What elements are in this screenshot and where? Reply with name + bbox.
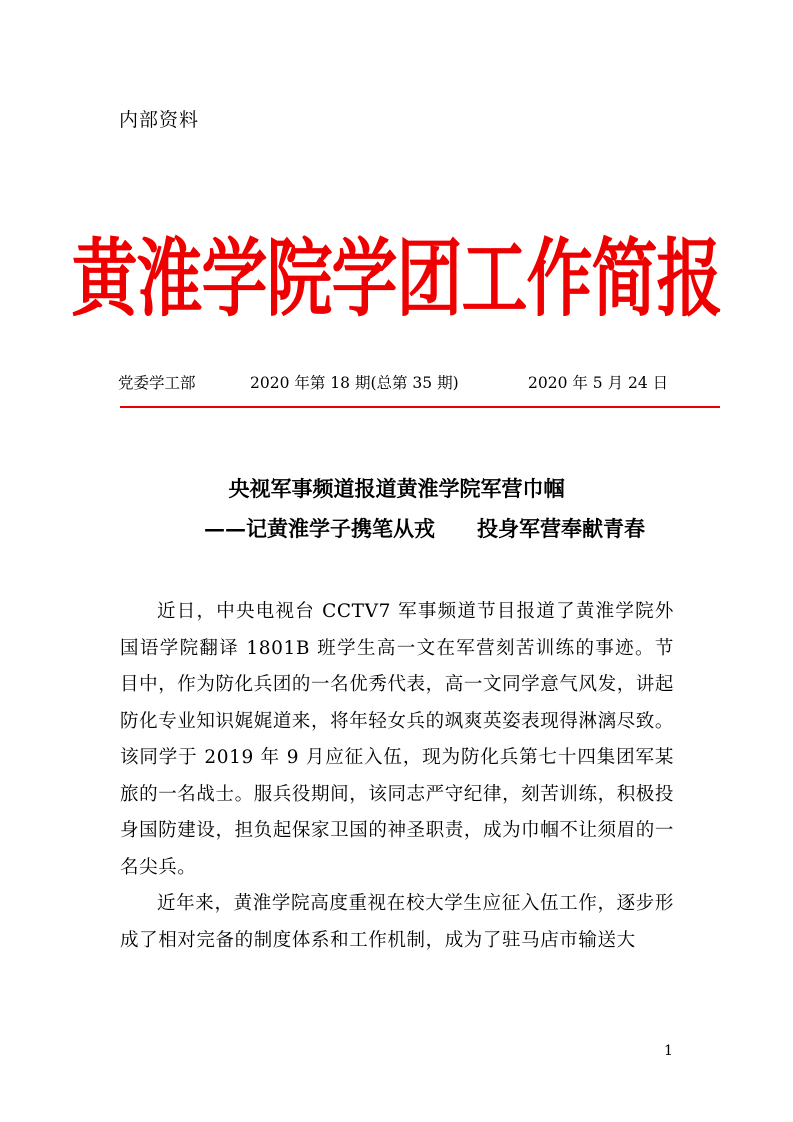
article-body — [120, 594, 674, 959]
red-divider-rule — [120, 406, 720, 408]
page-number: 1 — [664, 1043, 673, 1059]
issue-info-line — [118, 372, 668, 394]
article-subtitle: ——记黄淮学子携笔从戎 投身军营奉献青春 — [204, 516, 645, 541]
body-paragraph-1: 近日，中央电视台 CCTV7 军事频道节目报道了黄淮学院外国语学院翻译 1801B 班学生高一文在军营刻苦训练的事迹。节目中，作为防化兵团的一名优秀代表，高一文同学意气风发，讲起防化专业知识娓娓道来，将年轻女兵的飒爽英姿表现得淋漓尽致。该同学于 2019 年 9 月应征入伍，现为防化兵第七十四集团军某旅的一名战士。服兵役期间，该同志严守纪律，刻苦训练，积极投身国防建设，担负起保家卫国的神圣职责，成为巾帼不让须眉的一名尖兵。 — [120, 601, 674, 878]
issue-date: 2020 年 5 月 24 日 — [528, 374, 669, 392]
internal-material-label: 内部资料 — [119, 109, 200, 131]
issue-number: 2020 年第 18 期(总第 35 期) — [250, 374, 459, 392]
department-name: 党委学工部 — [118, 374, 196, 392]
body-paragraph-2: 近年来，黄淮学院高度重视在校大学生应征入伍工作，逐步形成了相对完备的制度体系和工作机制，成为了驻马店市输送大 — [120, 893, 674, 951]
newsletter-masthead: 黄淮学院学团工作简报 — [71, 229, 722, 329]
article-title: 央视军事频道报道黄淮学院军营巾帼 — [228, 476, 565, 501]
